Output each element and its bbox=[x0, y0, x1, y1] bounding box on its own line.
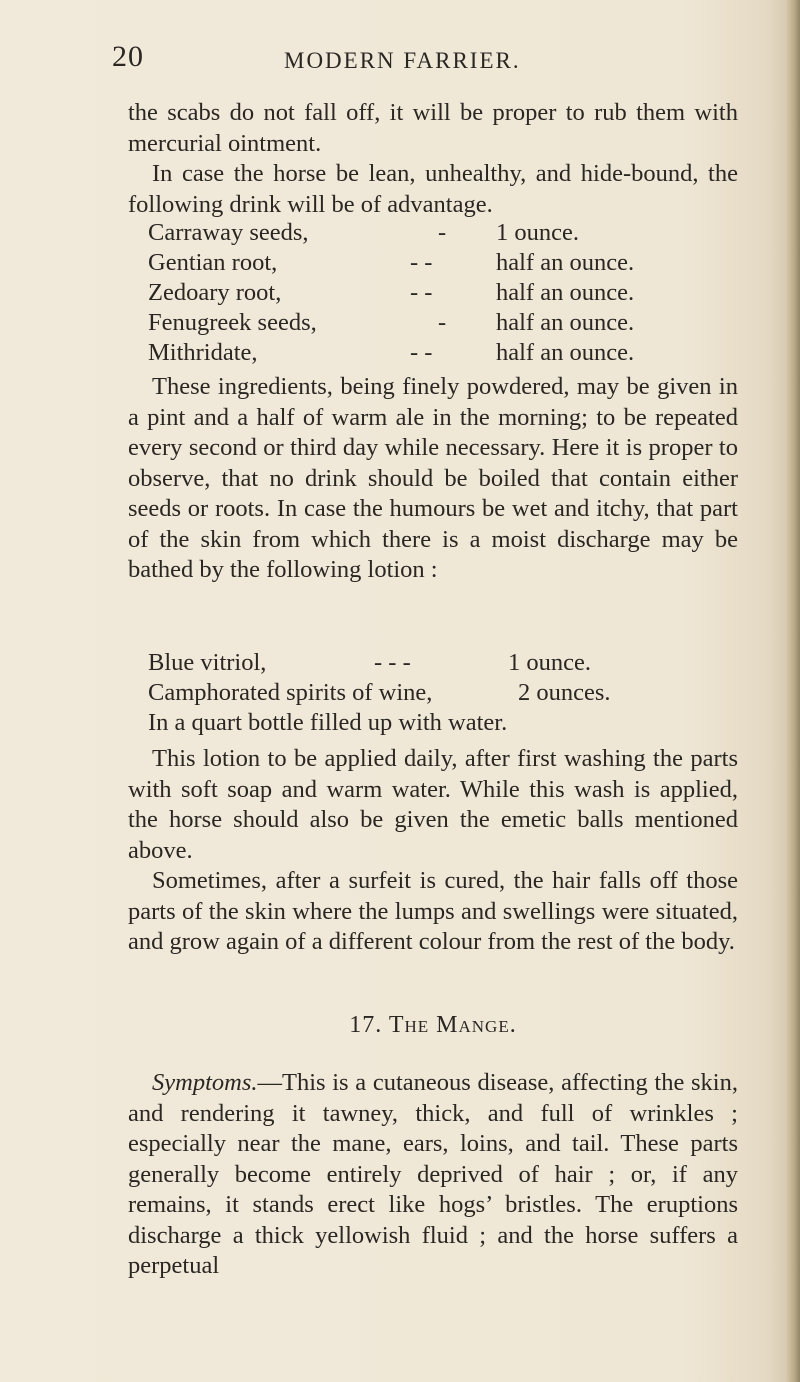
recipe-drink bbox=[148, 218, 738, 368]
ingredient: Mithridate, bbox=[148, 339, 258, 366]
paragraph-3-block bbox=[128, 372, 738, 586]
recipe-lotion bbox=[148, 648, 738, 738]
recipe-row bbox=[148, 708, 738, 738]
recipe-row bbox=[148, 648, 738, 678]
ingredient: Carraway seeds, bbox=[148, 219, 309, 246]
dash-leader: - bbox=[438, 219, 447, 246]
em-dash: — bbox=[257, 1069, 282, 1096]
paragraph-4: This lotion to be applied daily, after first washing the parts with soft soap and warm water. While this wash is applied, the horse should also be given the emetic balls mentioned above. bbox=[128, 745, 738, 864]
recipe-row bbox=[148, 278, 738, 308]
recipe-note: In a quart bottle filled up with water. bbox=[148, 709, 508, 736]
symptoms-lead: Symptoms. bbox=[152, 1069, 258, 1096]
dash-leader: - - bbox=[410, 249, 433, 276]
paragraph-5: Sometimes, after a surfeit is cured, the hair falls off those parts of the skin where the lumps and swellings were situated, and grow again of a different colour from the rest of the body. bbox=[128, 867, 738, 955]
dash-leader: - - - bbox=[374, 649, 411, 676]
quantity: 2 ounces. bbox=[518, 679, 611, 706]
recipe-row bbox=[148, 338, 738, 368]
paragraph-1-block bbox=[128, 98, 738, 220]
dash-leader: - - bbox=[410, 279, 433, 306]
paragraph-6-body: This is a cutaneous disease, affecting the skin, and rendering it tawney, thick, and full of wrinkles ; especially near the mane, ears, loins, and tail. These parts generally become entirely deprived of hair ; or, if any remains, it stands erect like hogs’ bristles. The eruptions discharge a thick yellowish fluid ; and the horse suffers a perpetual bbox=[128, 1069, 738, 1279]
quantity: 1 ounce. bbox=[508, 649, 591, 676]
quantity: half an ounce. bbox=[496, 339, 635, 366]
dash-leader: - - bbox=[410, 339, 433, 366]
paragraph-6-block bbox=[128, 1068, 738, 1282]
recipe-row bbox=[148, 308, 738, 338]
ingredient: Gentian root, bbox=[148, 249, 278, 276]
page-edge bbox=[786, 0, 800, 1382]
page-header bbox=[112, 40, 712, 80]
ingredient: Zedoary root, bbox=[148, 279, 282, 306]
running-title: MODERN FARRIER. bbox=[284, 48, 521, 73]
ingredient: Blue vitriol, bbox=[148, 649, 267, 676]
quantity: half an ounce. bbox=[496, 279, 635, 306]
recipe-row bbox=[148, 678, 738, 708]
paragraph-6 bbox=[128, 1068, 738, 1282]
paragraph-1: the scabs do not fall off, it will be proper to rub them with mercurial ointment. bbox=[128, 99, 738, 157]
quantity: half an ounce. bbox=[496, 249, 635, 276]
ingredient: Camphorated spirits of wine, bbox=[148, 679, 433, 706]
recipe-row bbox=[148, 248, 738, 278]
ingredient: Fenugreek seeds, bbox=[148, 309, 317, 336]
quantity: half an ounce. bbox=[496, 309, 635, 336]
page-number: 20 bbox=[112, 40, 144, 73]
paragraph-3: These ingredients, being finely powdered, may be given in a pint and a half of warm ale in the morning; to be repeated every second or third day while necessary. Here it is proper to observe, that no drink should be boiled that contain either seeds or roots. In case the humours be wet and itchy, that part of the skin from which there is a moist discharge may be bathed by the following lotion : bbox=[128, 373, 738, 583]
section-heading: 17. The Mange. bbox=[349, 1012, 517, 1038]
paragraph-4-block bbox=[128, 744, 738, 958]
paragraph-2: In case the horse be lean, unhealthy, and hide-bound, the following drink will be of advantage. bbox=[128, 160, 738, 218]
recipe-row bbox=[148, 218, 738, 248]
dash-leader: - bbox=[438, 309, 447, 336]
quantity: 1 ounce. bbox=[496, 219, 579, 246]
